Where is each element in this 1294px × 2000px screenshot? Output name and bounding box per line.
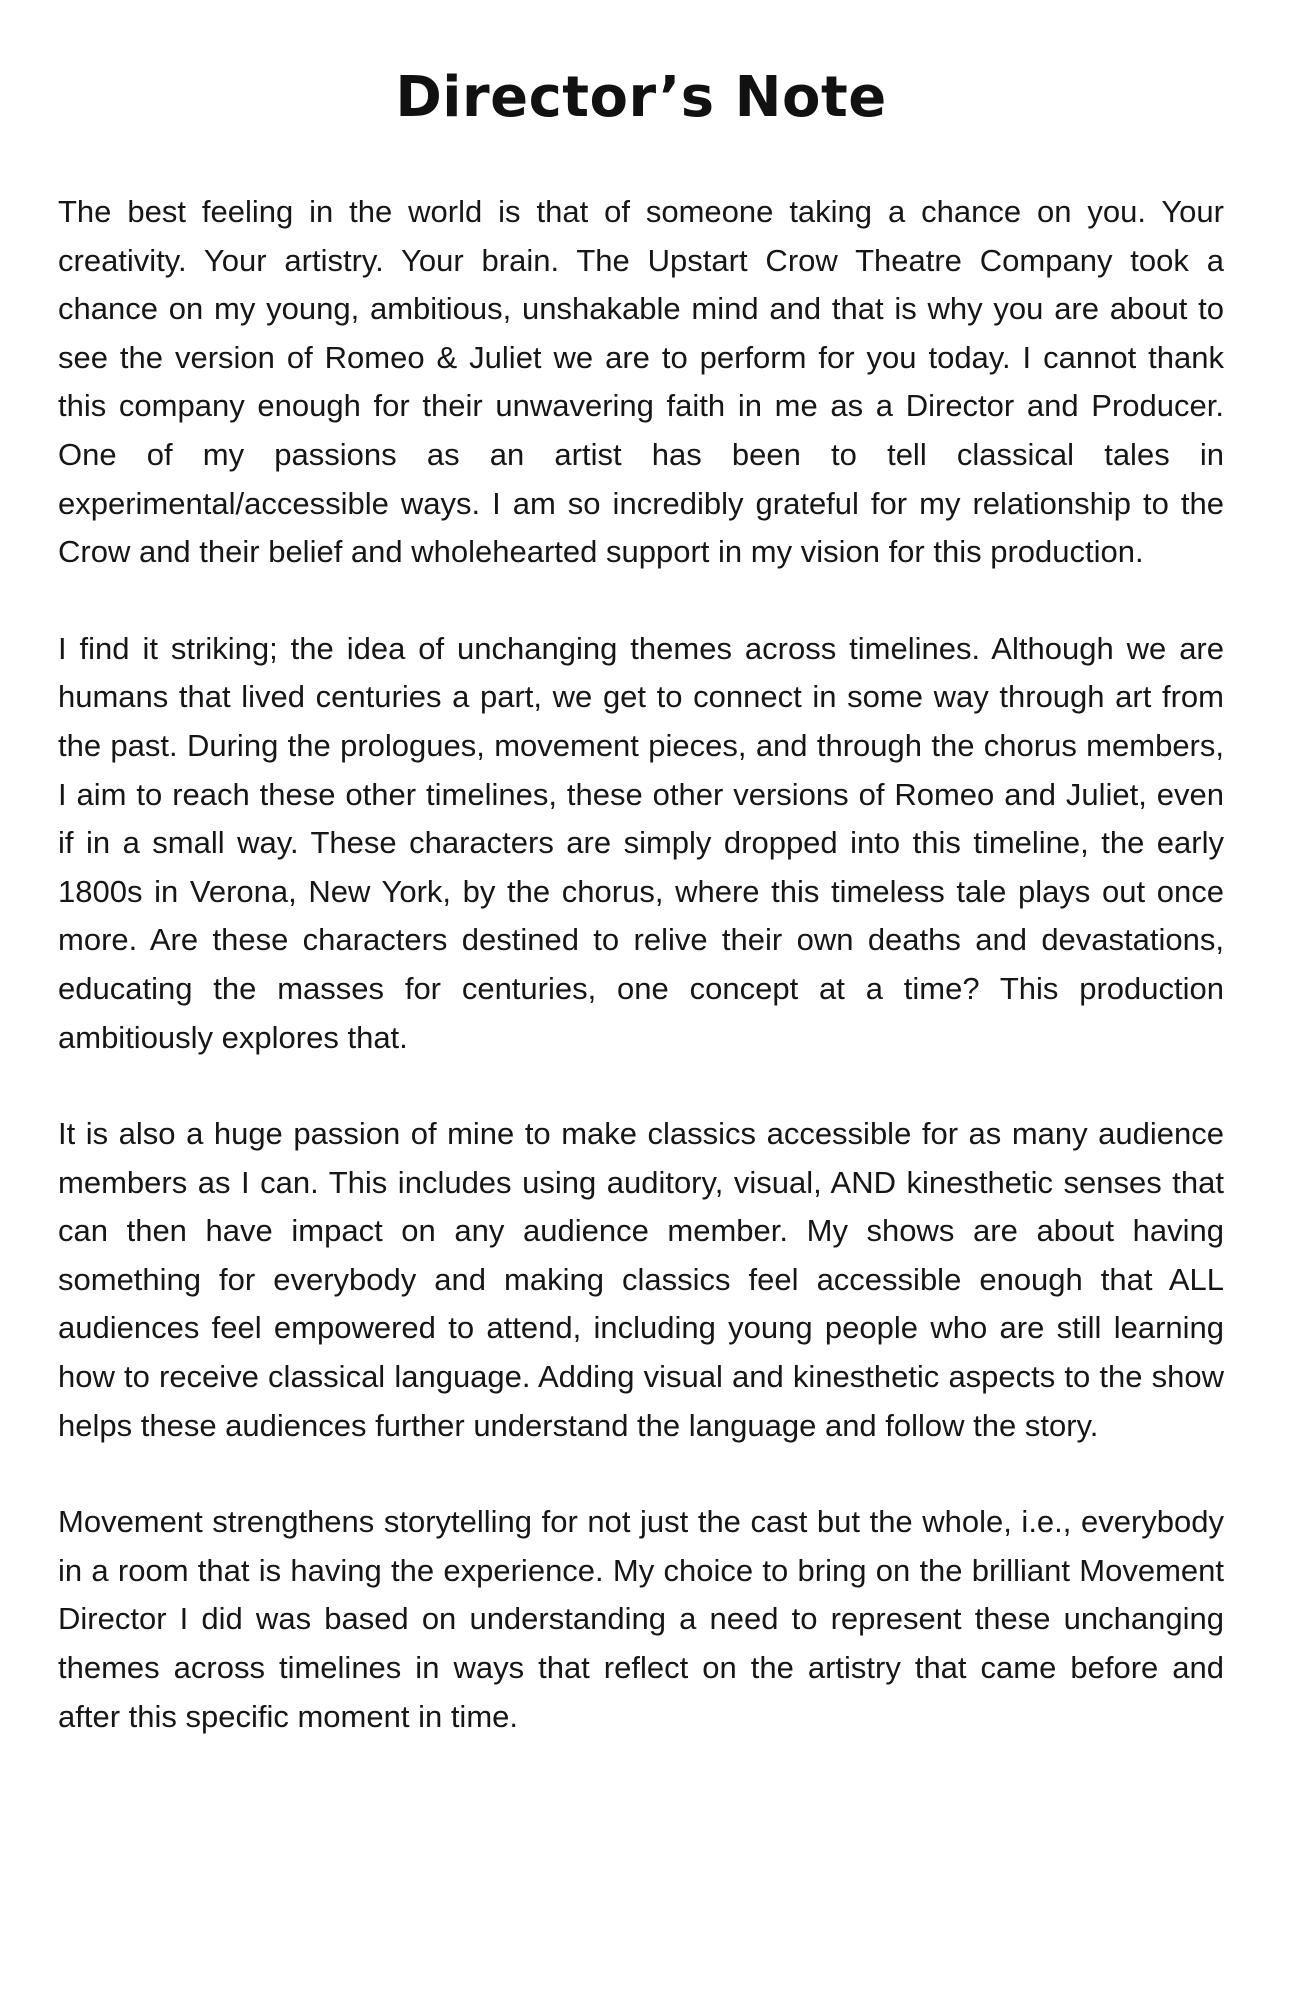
paragraph-1: The best feeling in the world is that of someone taking a chance on you. Your creativity. Your artistry. Your brain. The Upstart Crow Theatre Company took a chance on my young, ambitious, unshakable mind and that is why you are about to see the version of Romeo & Juliet we are to perform for you today. I cannot thank this company enough for their unwavering faith in me as a Director and Producer. One of my passions as an artist has been to tell classical tales in experimental/accessible ways. I am so incredibly grateful for my relationship to the Crow and their belief and wholehearted support in my vision for this production.: [58, 194, 1224, 570]
note-body: [58, 188, 1224, 1741]
paragraph-3: It is also a huge passion of mine to make classics accessible for as many audience members as I can. This includes using auditory, visual, AND kinesthetic senses that can then have impact on any audience member. My shows are about having something for everybody and making classics feel accessible enough that ALL audiences feel empowered to attend, including young people who are still learning how to receive classical language. Adding visual and kinesthetic aspects to the show helps these audiences further understand the language and follow the story.: [58, 1116, 1224, 1443]
paragraph-4: Movement strengthens storytelling for not just the cast but the whole, i.e., everybody in a room that is having the experience. My choice to bring on the brilliant Movement Director I did was based on understanding a need to represent these unchanging themes across timelines in ways that reflect on the artistry that came before and after this specific moment in time.: [58, 1504, 1224, 1734]
paragraph-2: I find it striking; the idea of unchanging themes across timelines. Although we are humans that lived centuries a part, we get to connect in some way through art from the past. During the prologues, movement pieces, and through the chorus members, I aim to reach these other timelines, these other versions of Romeo and Juliet, even if in a small way. These characters are simply dropped into this timeline, the early 1800s in Verona, New York, by the chorus, where this timeless tale plays out once more. Are these characters destined to relive their own deaths and devastations, educating the masses for centuries, one concept at a time? This production ambitiously explores that.: [58, 630, 1224, 1055]
page-title: Director’s Note: [395, 65, 887, 130]
